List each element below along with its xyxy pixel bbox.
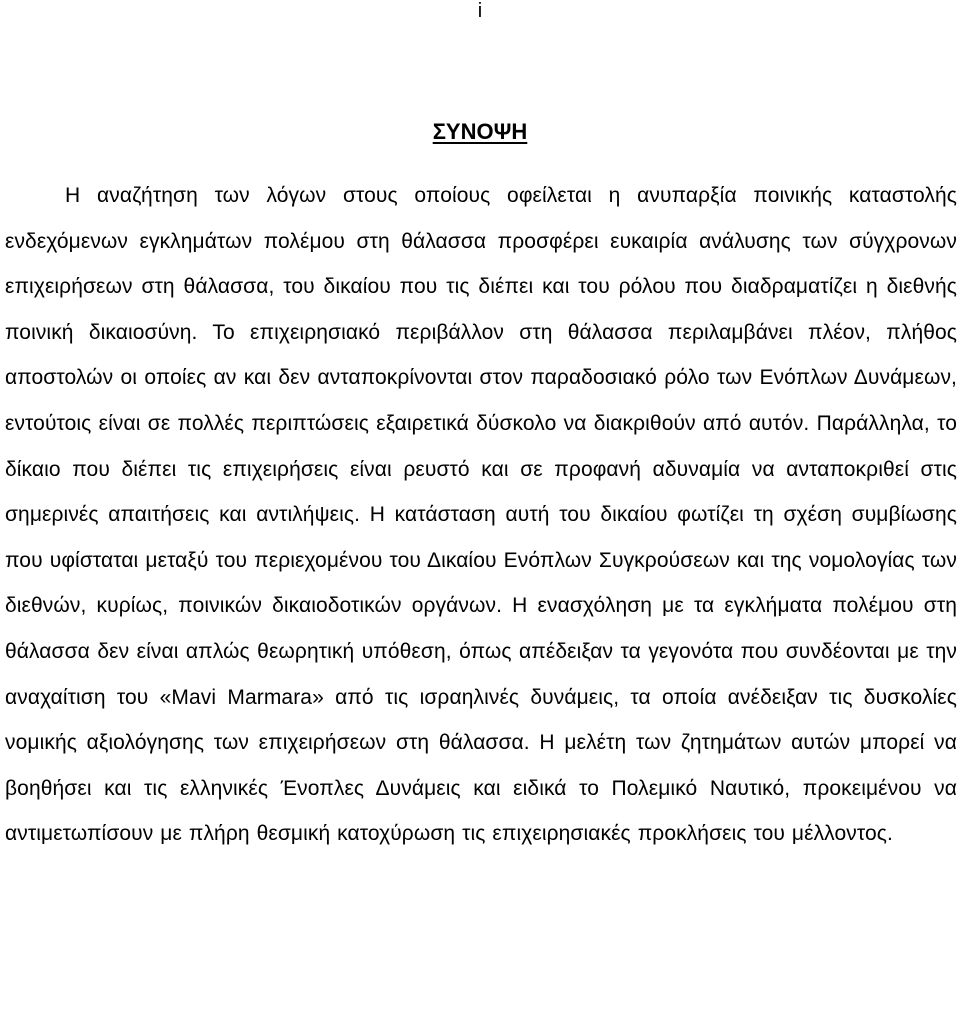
- page-number: i: [477, 0, 483, 22]
- summary-paragraph: Η αναζήτηση των λόγων στους οποίους οφείλεται η ανυπαρξία ποινικής καταστολής ενδεχόμενων εγκλημάτων πολέμου στη θάλασσα προσφέρει ευκαιρία ανάλυσης των σύγχρονων επιχειρήσεων στη θάλασσα, του δικαίου που τις διέπει και του ρόλου που διαδραματίζει η διεθνής ποινική δικαιοσύνη. Το επιχειρησιακό περιβάλλον στη θάλασσα περιλαμβάνει πλέον, πλήθος αποστολών οι οποίες αν και δεν ανταποκρίνονται στον παραδοσιακό ρόλο των Ενόπλων Δυνάμεων, εντούτοις είναι σε πολλές περιπτώσεις εξαιρετικά δύσκολο να διακριθούν από αυτόν. Παράλληλα, το δίκαιο που διέπει τις επιχειρήσεις είναι ρευστό και σε προφανή αδυναμία να ανταποκριθεί στις σημερινές απαιτήσεις και αντιλήψεις. Η κατάσταση αυτή του δικαίου φωτίζει τη σχέση συμβίωσης που υφίσταται μεταξύ του περιεχομένου του Δικαίου Ενόπλων Συγκρούσεων και της νομολογίας των διεθνών, κυρίως, ποινικών δικαιοδοτικών οργάνων. Η ενασχόληση με τα εγκλήματα πολέμου στη θάλασσα δεν είναι απλώς θεωρητική υπόθεση, όπως απέδειξαν τα γεγονότα που συνδέονται με την αναχαίτιση του «Mavi Marmara» από τις ισραηλινές δυνάμεις, τα οποία ανέδειξαν τις δυσκολίες νομικής αξιολόγησης των επιχειρήσεων στη θάλασσα. Η μελέτη των ζητημάτων αυτών μπορεί να βοηθήσει και τις ελληνικές Ένοπλες Δυνάμεις και ειδικά το Πολεμικό Ναυτικό, προκειμένου να αντιμετωπίσουν με πλήρη θεσμική κατοχύρωση τις επιχειρησιακές προκλήσεις του μέλλοντος.: [5, 184, 957, 846]
- section-title: ΣΥΝΟΨΗ: [432, 119, 528, 144]
